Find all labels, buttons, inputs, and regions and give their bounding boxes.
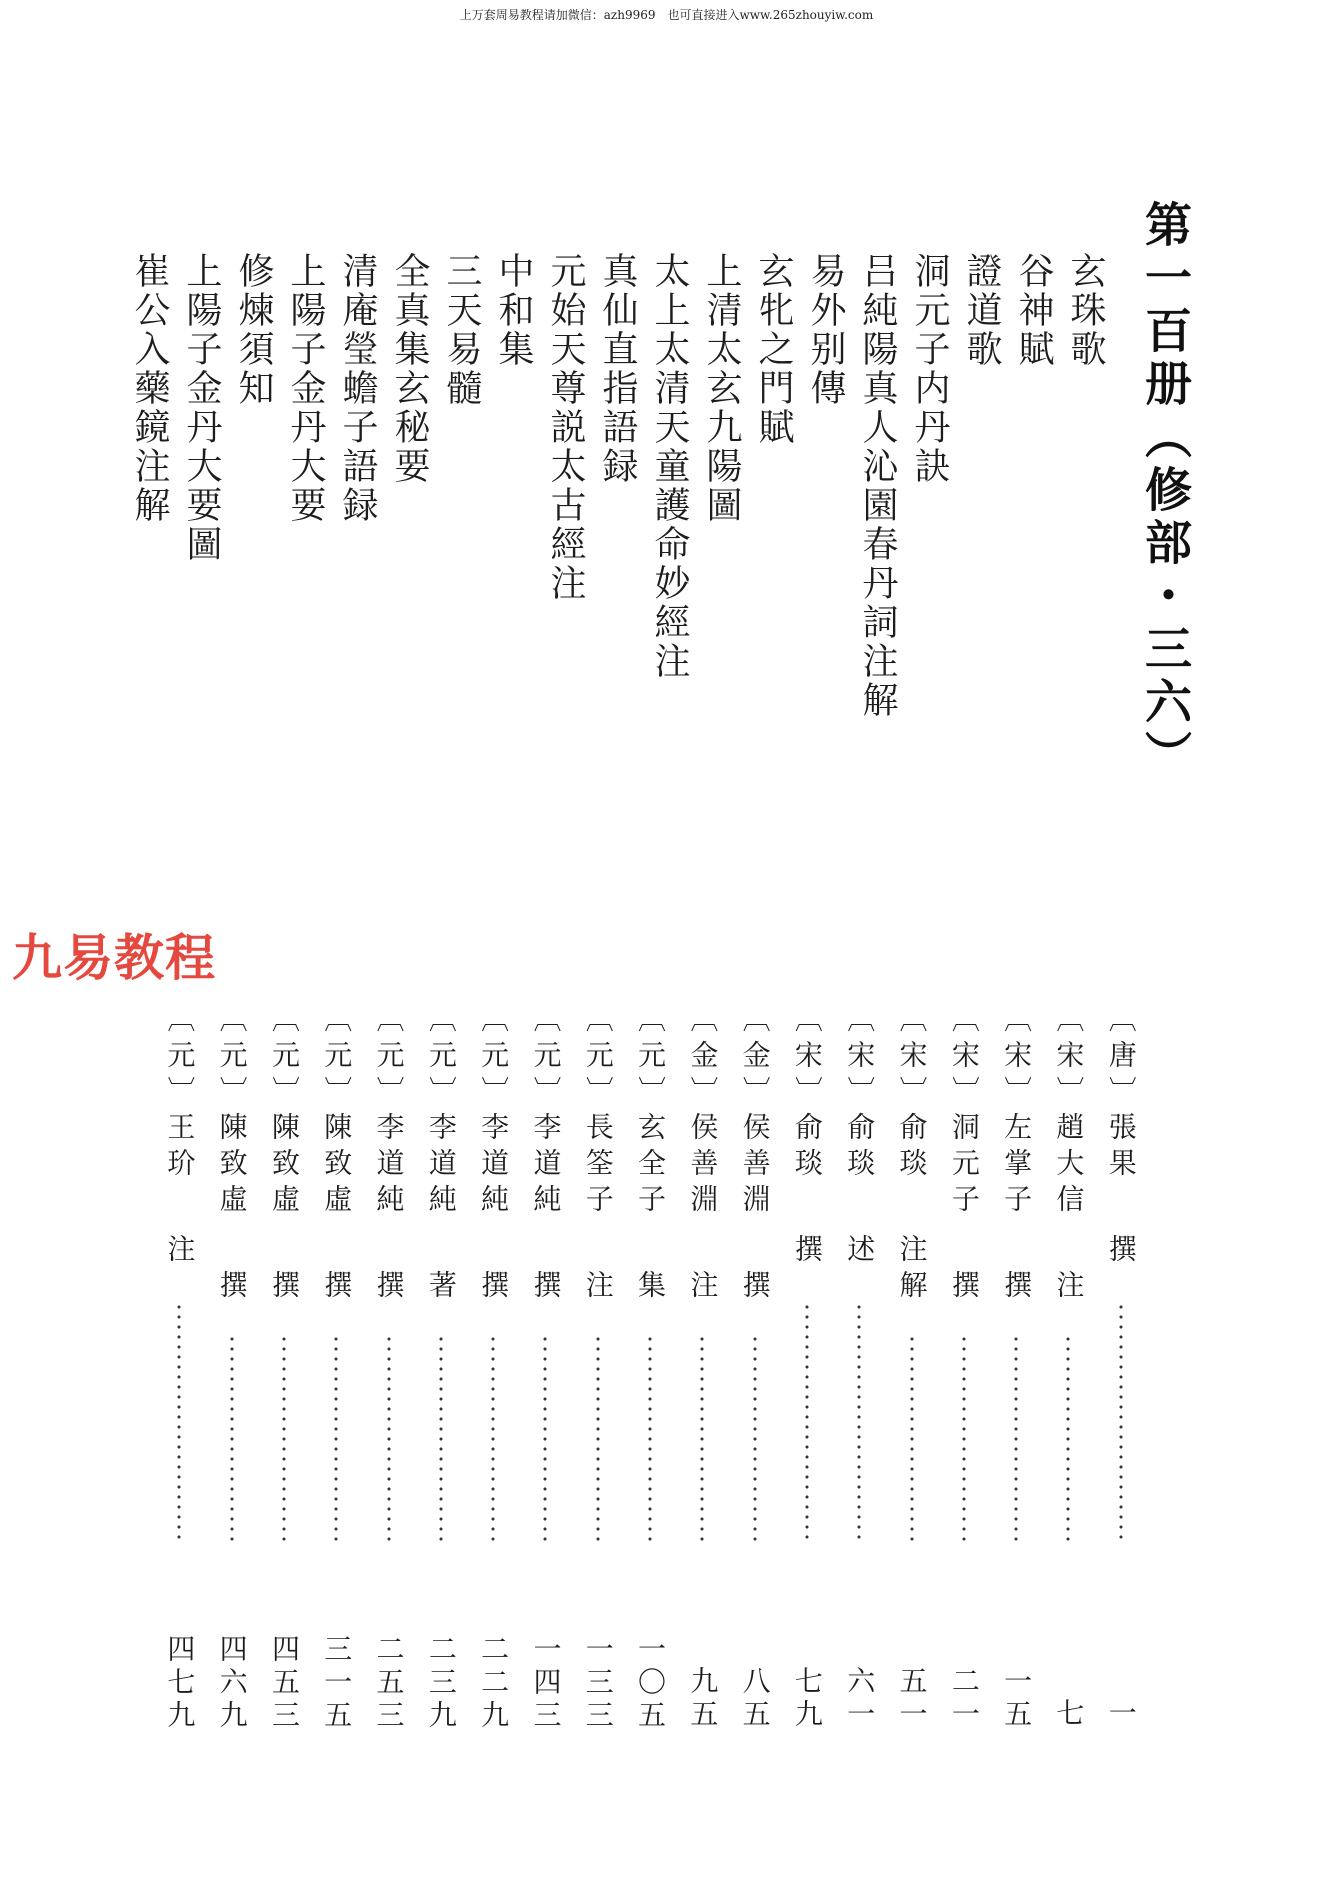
toc-entry: [676, 1004, 728, 1744]
dynasty-label: 〔元〕: [477, 1004, 511, 1112]
author-name: 李道純: [372, 1112, 406, 1220]
author-line: [990, 1004, 1042, 1306]
page-number: 八五: [738, 1666, 772, 1732]
author-name: 張果: [1104, 1112, 1138, 1184]
author-name: 俞琰: [790, 1112, 824, 1184]
author-line: [572, 1004, 624, 1306]
toc-entry: [310, 1004, 362, 1744]
toc-title: 元始天尊説太古經注: [545, 252, 586, 603]
toc-title: 上陽子金丹大要圖: [181, 252, 222, 564]
page-number: 二五三: [372, 1634, 406, 1733]
author-line: [676, 1004, 728, 1306]
page-number: 七九: [790, 1666, 824, 1732]
dynasty-label: 〔宋〕: [843, 1004, 877, 1112]
dot-leader: [805, 1302, 809, 1544]
author-role: 撰: [372, 1270, 406, 1306]
author-name: 陳致虛: [320, 1112, 354, 1220]
dynasty-label: 〔元〕: [372, 1004, 406, 1112]
author-role: 注: [581, 1270, 615, 1306]
author-role: 撰: [267, 1270, 301, 1306]
author-name: 長筌子: [581, 1112, 615, 1220]
toc-entry: [624, 1004, 676, 1744]
toc-entry: [833, 1004, 885, 1744]
author-role: 注: [1052, 1270, 1086, 1306]
toc-entry: [781, 1004, 833, 1744]
toc-title: 三天易髓: [441, 252, 482, 408]
author-line: [833, 1004, 885, 1270]
dynasty-label: 〔宋〕: [790, 1004, 824, 1112]
dot-leader: [962, 1334, 966, 1544]
toc-title: 修煉須知: [233, 252, 274, 408]
dynasty-label: 〔元〕: [634, 1004, 668, 1112]
page-number: 二三九: [424, 1634, 458, 1733]
dot-leader: [1066, 1334, 1070, 1544]
dot-leader: [910, 1334, 914, 1544]
dot-leader: [1119, 1302, 1123, 1544]
toc-title: 玄牝之門賦: [753, 252, 794, 447]
page-number: 五一: [895, 1666, 929, 1732]
dot-leader: [543, 1334, 547, 1544]
author-name: 李道純: [529, 1112, 563, 1220]
author-line: [467, 1004, 519, 1306]
toc-title: 中和集: [493, 252, 534, 369]
toc-title: 太上太清天童護命妙經注: [649, 252, 690, 681]
toc-title: 谷神賦: [1013, 252, 1054, 369]
page-number: 四五三: [267, 1634, 301, 1733]
dynasty-label: 〔元〕: [424, 1004, 458, 1112]
author-role: 撰: [477, 1270, 511, 1306]
toc-title: 全真集玄秘要: [389, 252, 430, 486]
author-line: [938, 1004, 990, 1306]
author-name: 李道純: [477, 1112, 511, 1220]
dynasty-label: 〔元〕: [267, 1004, 301, 1112]
author-role: 撰: [529, 1270, 563, 1306]
dynasty-label: 〔唐〕: [1104, 1004, 1138, 1112]
author-line: [519, 1004, 571, 1306]
toc-title: 上清太玄九陽圖: [701, 252, 742, 525]
toc-entry: [519, 1004, 571, 1744]
dynasty-label: 〔元〕: [163, 1004, 197, 1112]
author-line: [886, 1004, 938, 1306]
author-role: 注: [163, 1234, 197, 1270]
page-number: 三一五: [320, 1634, 354, 1733]
author-role: 撰: [215, 1270, 249, 1306]
dot-leader: [753, 1334, 757, 1544]
page-number: 二一: [947, 1666, 981, 1732]
dynasty-label: 〔宋〕: [895, 1004, 929, 1112]
toc-title: 洞元子内丹訣: [909, 252, 950, 486]
dot-leader: [387, 1334, 391, 1544]
author-name: 王玠: [163, 1112, 197, 1184]
toc-entry: [1095, 1004, 1147, 1744]
toc-entry: [990, 1004, 1042, 1744]
author-line: [729, 1004, 781, 1306]
toc-title: 玄珠歌: [1065, 252, 1106, 369]
author-role: 著: [424, 1270, 458, 1306]
page-number: 四七九: [163, 1634, 197, 1733]
author-line: [206, 1004, 258, 1306]
toc-entry: [206, 1004, 258, 1744]
dot-leader: [439, 1334, 443, 1544]
author-role: 撰: [1000, 1270, 1034, 1306]
author-role: 撰: [790, 1234, 824, 1270]
author-name: 侯善淵: [686, 1112, 720, 1220]
page-number: 二二九: [477, 1634, 511, 1733]
page-number: 六一: [843, 1666, 877, 1732]
dot-leader: [700, 1334, 704, 1544]
dot-leader: [857, 1302, 861, 1544]
page-number: 一〇五: [634, 1634, 668, 1733]
author-line: [258, 1004, 310, 1306]
author-role: 撰: [947, 1270, 981, 1306]
page-number: 一: [1104, 1698, 1138, 1731]
author-role: 述: [843, 1234, 877, 1270]
toc-title: 崔公入藥鏡注解: [129, 252, 170, 525]
logo: 九易教程: [12, 929, 216, 987]
dot-leader: [491, 1334, 495, 1544]
author-name: 洞元子: [947, 1112, 981, 1220]
page-number: 一三三: [581, 1634, 615, 1733]
dot-leader: [1014, 1334, 1018, 1544]
dot-leader: [334, 1334, 338, 1544]
author-line: [310, 1004, 362, 1306]
dynasty-label: 〔元〕: [320, 1004, 354, 1112]
page-number: 四六九: [215, 1634, 249, 1733]
dot-leader: [648, 1334, 652, 1544]
author-role: 撰: [320, 1270, 354, 1306]
page-number: 一五: [1000, 1666, 1034, 1732]
author-role: 注解: [895, 1234, 929, 1306]
dot-leader: [596, 1334, 600, 1544]
toc-entry: [886, 1004, 938, 1744]
author-name: 李道純: [424, 1112, 458, 1220]
page-number: 七: [1052, 1698, 1086, 1731]
author-name: 趙大信: [1052, 1112, 1086, 1220]
toc-title: 真仙直指語録: [597, 252, 638, 486]
watermark-banner: 上万套周易教程请加微信：azh9969 也可直接进入www.265zhouyiw.com: [459, 8, 874, 22]
author-line: [624, 1004, 676, 1306]
author-name: 侯善淵: [738, 1112, 772, 1220]
dynasty-label: 〔宋〕: [947, 1004, 981, 1112]
author-line: [1095, 1004, 1147, 1270]
dynasty-label: 〔金〕: [738, 1004, 772, 1112]
dot-leader: [282, 1334, 286, 1544]
dot-leader: [177, 1302, 181, 1544]
author-line: [153, 1004, 205, 1270]
dynasty-label: 〔元〕: [529, 1004, 563, 1112]
dynasty-label: 〔元〕: [581, 1004, 615, 1112]
toc-entry: [258, 1004, 310, 1744]
author-role: 注: [686, 1270, 720, 1306]
toc-entry: [415, 1004, 467, 1744]
author-name: 俞琰: [895, 1112, 929, 1184]
toc-title: 清庵瑩蟾子語録: [337, 252, 378, 525]
toc-title: 上陽子金丹大要: [285, 252, 326, 525]
toc-entry: [729, 1004, 781, 1744]
toc-title: 吕純陽真人沁園春丹詞注解: [857, 252, 898, 720]
author-name: 陳致虛: [215, 1112, 249, 1220]
page-number: 九五: [686, 1666, 720, 1732]
author-name: 俞琰: [843, 1112, 877, 1184]
title-list: [123, 252, 1111, 720]
toc-entry: [467, 1004, 519, 1744]
author-role: 撰: [1104, 1234, 1138, 1270]
toc-entry: [1042, 1004, 1094, 1744]
dynasty-label: 〔宋〕: [1000, 1004, 1034, 1112]
author-line: [363, 1004, 415, 1306]
toc-entry: [153, 1004, 205, 1744]
dynasty-label: 〔金〕: [686, 1004, 720, 1112]
author-name: 陳致虛: [267, 1112, 301, 1220]
toc-title: 易外别傳: [805, 252, 846, 408]
author-role: 集: [634, 1270, 668, 1306]
author-page-list: [153, 1004, 1147, 1744]
toc-entry: [572, 1004, 624, 1744]
toc-title: 證道歌: [961, 252, 1002, 369]
page-number: 一四三: [529, 1634, 563, 1733]
volume-title: 第一百册（修部・三六）: [1137, 200, 1192, 783]
author-name: 玄全子: [634, 1112, 668, 1220]
dynasty-label: 〔宋〕: [1052, 1004, 1086, 1112]
toc-entry: [938, 1004, 990, 1744]
dot-leader: [230, 1334, 234, 1544]
author-role: 撰: [738, 1270, 772, 1306]
dynasty-label: 〔元〕: [215, 1004, 249, 1112]
toc-entry: [363, 1004, 415, 1744]
author-name: 左掌子: [1000, 1112, 1034, 1220]
author-line: [781, 1004, 833, 1270]
author-line: [415, 1004, 467, 1306]
author-line: [1042, 1004, 1094, 1306]
